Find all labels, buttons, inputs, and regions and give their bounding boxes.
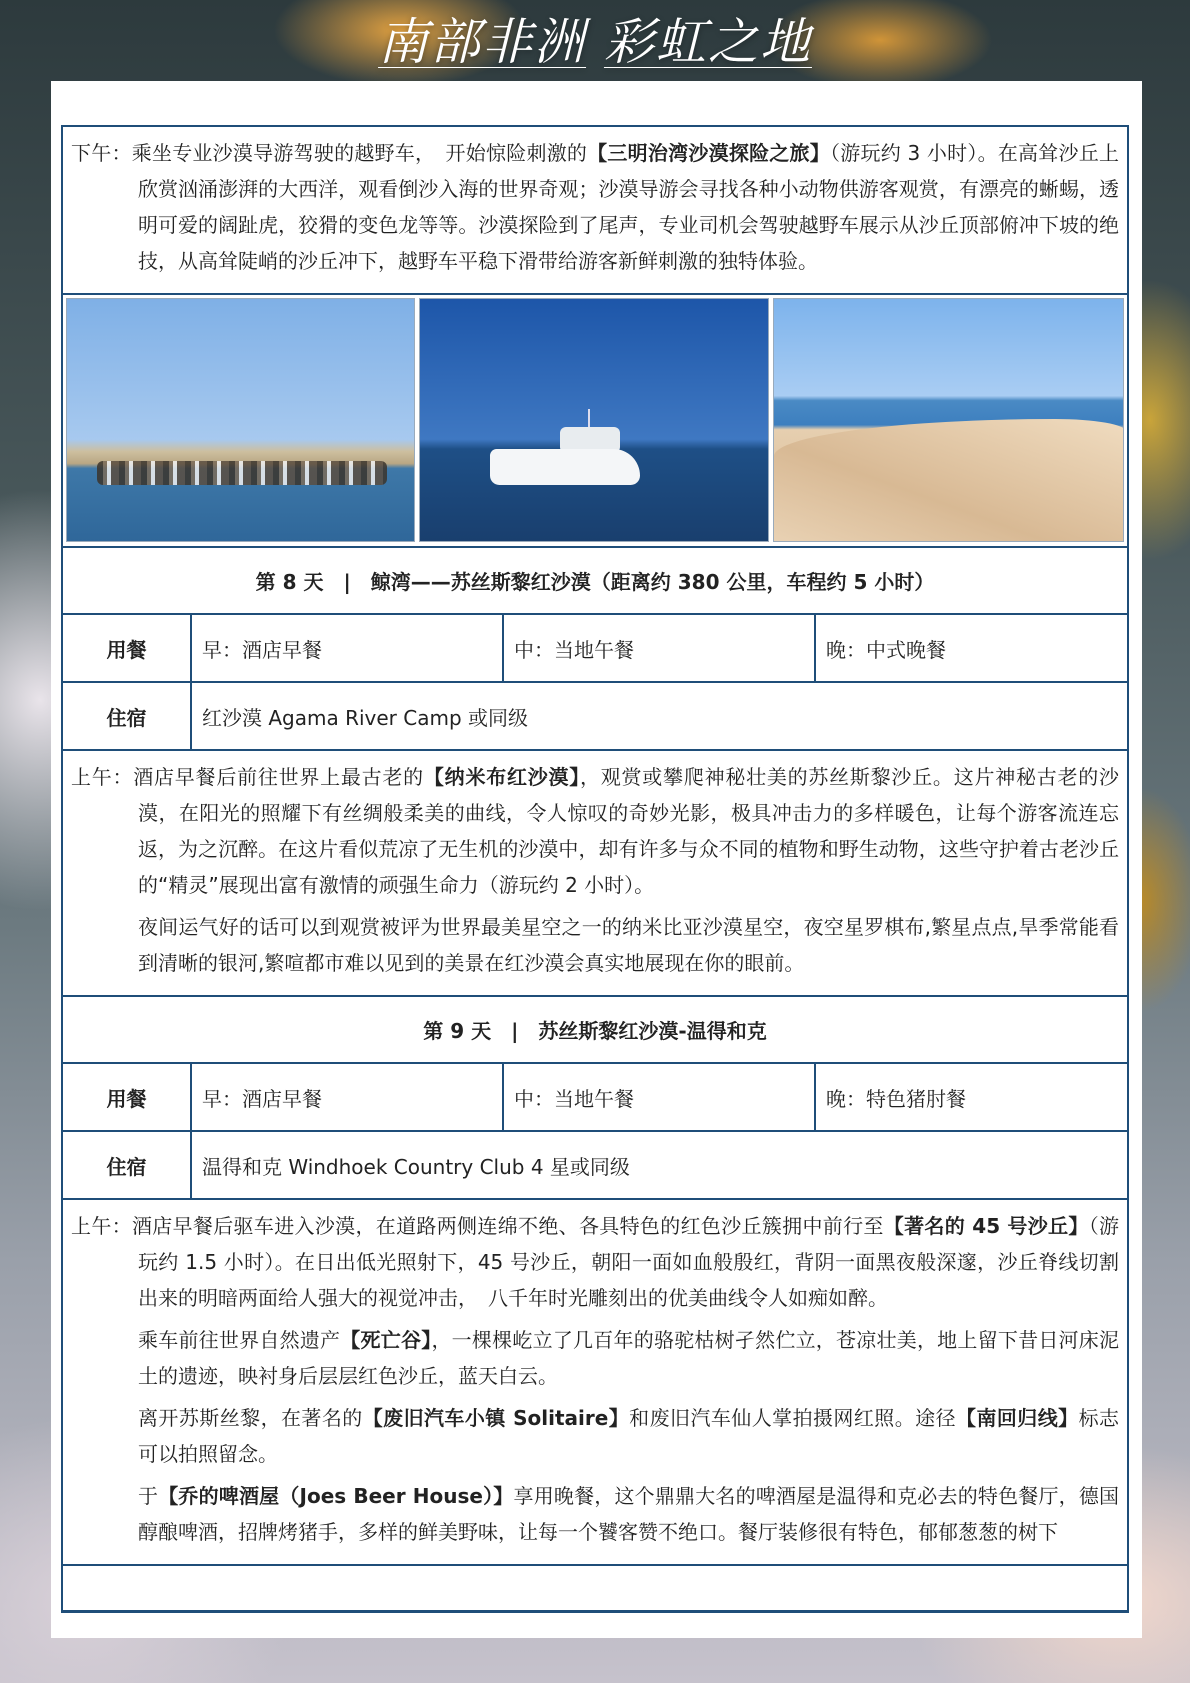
- day8-title: 第 8 天 | 鲸湾——苏丝斯黎红沙漠（距离约 380 公里，车程约 5 小时）: [63, 547, 1127, 614]
- highlight-dune-45: 【著名的 45 号沙丘】: [883, 1214, 1089, 1238]
- title-part-2: 彩虹之地: [603, 13, 812, 71]
- day9-solitaire-paragraph: [71, 1400, 1119, 1472]
- day9-deadvlei-paragraph: [71, 1322, 1119, 1394]
- text-run: 享用晚餐，这个鼎鼎大名的啤酒屋是温得和克必去的特色餐厅，德国醇酿啤酒，招牌烤猪手，多样的鲜美野味，让每一个饕客赞不绝口。餐厅装修很有特色，郁郁葱葱的树下: [138, 1484, 1120, 1544]
- text-run: （游玩约 1.5 小时）。在日出低光照射下，45 号沙丘，朝阳一面如血般殷红，背阴一面黑夜般深邃，沙丘脊线切割出来的明暗两面给人强大的视觉冲击， 八千年时光雕刻出的优美曲线令人如痴如醉。: [138, 1214, 1120, 1310]
- day8-stay-label: 住宿: [63, 682, 191, 750]
- highlight-joes-beer-house: 【乔的啤酒屋（Joes Beer House）】: [158, 1484, 514, 1508]
- day8-night-paragraph: 夜间运气好的话可以到观赏被评为世界最美星空之一的纳米比亚沙漠星空，夜空星罗棋布,繁星点点,旱季常能看到清晰的银河,繁喧都市难以见到的美景在红沙漠会真实地展现在你的眼前。: [138, 915, 1119, 975]
- day8-morning-cell: [63, 750, 1127, 996]
- day9-breakfast: 早：酒店早餐: [191, 1063, 503, 1131]
- day9-meals-label: 用餐: [63, 1063, 191, 1131]
- day8-meals-label: 用餐: [63, 614, 191, 682]
- text-run: 乘车前往世界自然遗产: [138, 1328, 341, 1352]
- day9-morning-cell: [63, 1199, 1127, 1565]
- day8-dinner: 晚：中式晚餐: [815, 614, 1127, 682]
- day9-dinner: 晚：特色猪肘餐: [815, 1063, 1127, 1131]
- text-run: 酒店早餐后驱车进入沙漠，在道路两侧连绵不绝、各具特色的红色沙丘簇拥中前行至: [131, 1214, 884, 1238]
- text-run: （游玩约 3 小时）。在高耸沙丘上欣赏汹涌澎湃的大西洋，观看倒沙入海的世界奇观；沙漠导游会寻找各种小动物供游客观赏，有漂亮的蜥蜴，透明可爱的阔趾虎，狡猾的变色龙等等。沙漠探险到了尾声，专业司机会驾驶越野车展示从沙丘顶部俯冲下坡的绝技，从高耸陡峭的沙丘冲下，越野车平稳下滑带给游客新鲜刺激的独特体验。: [138, 141, 1120, 273]
- day9-stay-label: 住宿: [63, 1131, 191, 1199]
- highlight-deadvlei: 【死亡谷】: [340, 1328, 432, 1352]
- title-part-1: 南部非洲: [378, 13, 587, 71]
- highlight-sandwich-harbour: 【三明治湾沙漠探险之旅】: [587, 141, 831, 165]
- highlight-solitaire: 【废旧汽车小镇 Solitaire】: [362, 1406, 630, 1430]
- day7-afternoon-cell: [63, 127, 1127, 294]
- text-run: 和废旧汽车仙人掌拍摄网红照。途径: [629, 1406, 957, 1430]
- text-run: 酒店早餐后前往世界上最古老的: [133, 765, 424, 789]
- sand-dune-photo: [773, 298, 1124, 542]
- itinerary-frame: [61, 125, 1129, 1613]
- morning-label: 上午：: [71, 765, 134, 789]
- text-run: ，观赏或攀爬神秘壮美的苏丝斯黎沙丘。这片神秘古老的沙漠，在阳光的照耀下有丝绸般柔美的曲线，令人惊叹的奇妙光影，极具冲击力的多样暖色，让每个游客流连忘返，为之沉醉。在这片看似荒凉了无生机的沙漠中，却有许多与众不同的植物和野生动物，这些守护着古老沙丘的“精灵”展现出富有激情的顽强生命力（游玩约 2 小时）。: [138, 765, 1120, 897]
- day9-dinner-paragraph: [71, 1478, 1119, 1550]
- day9-lunch: 中：当地午餐: [503, 1063, 815, 1131]
- day8-stay: 红沙漠 Agama River Camp 或同级: [191, 682, 1127, 750]
- photo-row: [63, 294, 1127, 547]
- itinerary-table: [63, 127, 1127, 1566]
- highlight-tropic-of-capricorn: 【南回归线】: [956, 1406, 1079, 1430]
- text-run: 乘坐专业沙漠导游驾驶的越野车， 开始惊险刺激的: [131, 141, 588, 165]
- text-run: ，一棵棵屹立了几百年的骆驼枯树孑然伫立，苍凉壮美，地上留下昔日河床泥土的遗迹，映衬身后层层红色沙丘，蓝天白云。: [138, 1328, 1120, 1388]
- day8-lunch: 中：当地午餐: [503, 614, 815, 682]
- text-run: 于: [138, 1484, 159, 1508]
- text-run: 离开苏斯丝黎，在著名的: [138, 1406, 363, 1430]
- day9-morning-paragraph: [71, 1208, 1119, 1316]
- morning-label: 上午：: [71, 1214, 132, 1238]
- day7-afternoon-paragraph: [71, 135, 1119, 279]
- day9-title: 第 9 天 | 苏丝斯黎红沙漠-温得和克: [63, 996, 1127, 1063]
- highlight-namib-desert: 【纳米布红沙漠】: [423, 765, 581, 789]
- day8-breakfast: 早：酒店早餐: [191, 614, 503, 682]
- afternoon-label: 下午：: [71, 141, 132, 165]
- day8-morning-paragraph: [71, 759, 1119, 903]
- text-run: 标志可以拍照留念。: [138, 1406, 1120, 1466]
- page-title: [0, 4, 1190, 80]
- day9-stay: 温得和克 Windhoek Country Club 4 星或同级: [191, 1131, 1127, 1199]
- boat-photo: [419, 298, 770, 542]
- seal-colony-photo: [66, 298, 415, 542]
